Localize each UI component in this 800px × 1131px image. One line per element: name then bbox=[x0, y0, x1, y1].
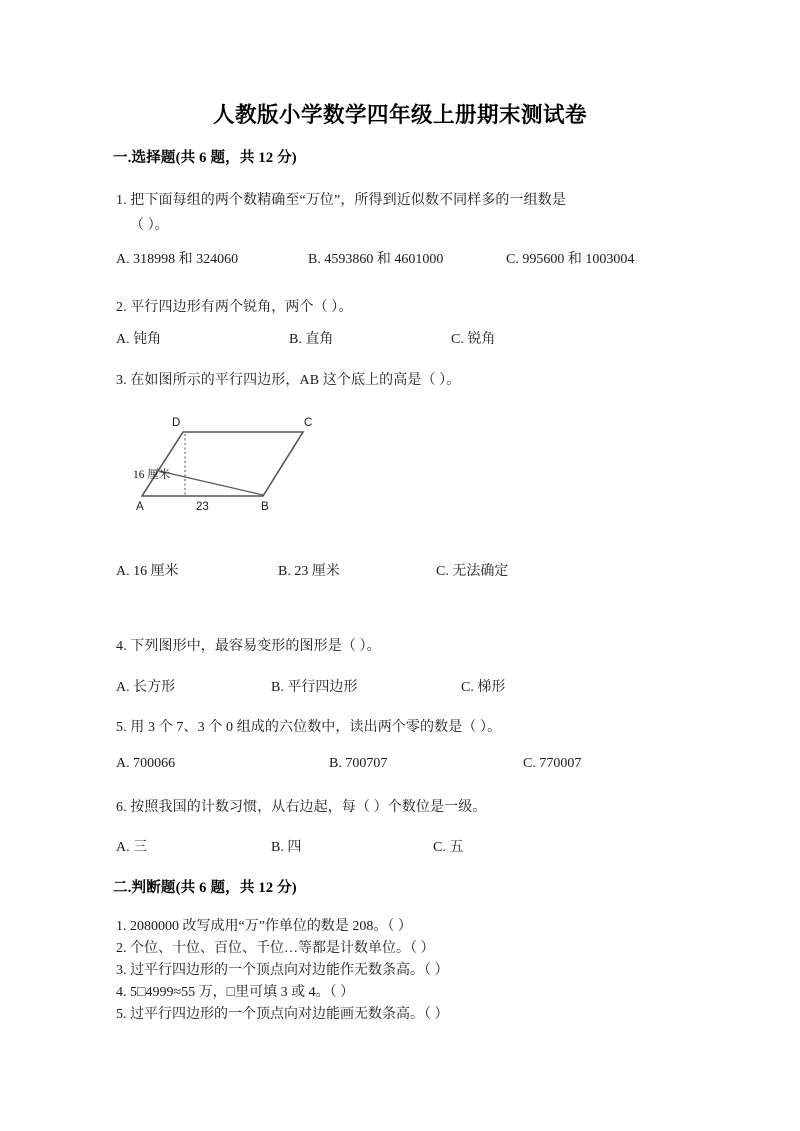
question-1-option-c[interactable]: C. 995600 和 1003004 bbox=[506, 252, 635, 267]
vertex-label-b: B bbox=[261, 501, 269, 513]
vertex-label-d: D bbox=[172, 417, 181, 429]
question-2-option-c[interactable]: C. 锐角 bbox=[451, 332, 496, 347]
question-1-option-b[interactable]: B. 4593860 和 4601000 bbox=[308, 252, 444, 267]
question-6-option-a[interactable]: A. 三 bbox=[116, 840, 148, 855]
diagonal-segment bbox=[159, 471, 263, 495]
question-6-option-c[interactable]: C. 五 bbox=[433, 840, 464, 855]
question-4-option-a[interactable]: A. 长方形 bbox=[116, 680, 176, 695]
question-2-option-a[interactable]: A. 钝角 bbox=[116, 332, 162, 347]
truefalse-item-3[interactable]: 3. 过平行四边形的一个顶点向对边能作无数条高。（ ） bbox=[116, 963, 449, 978]
question-5-stem bbox=[116, 715, 706, 740]
parallelogram-outline bbox=[142, 432, 303, 496]
question-3-option-a[interactable]: A. 16 厘米 bbox=[116, 564, 179, 579]
question-6-option-b[interactable]: B. 四 bbox=[271, 840, 302, 855]
question-5-stem-line1: 5. 用 3 个 7、3 个 0 组成的六位数中，读出两个零的数是（ ）。 bbox=[116, 720, 502, 735]
vertex-label-c: C bbox=[304, 417, 313, 429]
question-1-stem-line1: 1. 把下面每组的两个数精确至“万位”，所得到近似数不同样多的一组数是 bbox=[116, 193, 566, 208]
question-2-option-b[interactable]: B. 直角 bbox=[289, 332, 334, 347]
question-6-stem-line1: 6. 按照我国的计数习惯，从右边起，每（ ）个数位是一级。 bbox=[116, 800, 487, 815]
truefalse-item-5[interactable]: 5. 过平行四边形的一个顶点向对边能画无数条高。（ ） bbox=[116, 1007, 449, 1022]
truefalse-item-4[interactable]: 4. 5□4999≈55 万，□里可填 3 或 4。（ ） bbox=[116, 985, 355, 1000]
question-4-option-b[interactable]: B. 平行四边形 bbox=[271, 680, 358, 695]
question-4-stem-line1: 4. 下列图形中，最容易变形的图形是（ ）。 bbox=[116, 639, 381, 654]
question-3-stem bbox=[116, 368, 706, 393]
question-4-option-c[interactable]: C. 梯形 bbox=[461, 680, 506, 695]
page-title: 人教版小学数学四年级上册期末测试卷 bbox=[212, 103, 587, 127]
side-length-label: 16 厘米 bbox=[133, 469, 171, 481]
truefalse-item-2[interactable]: 2. 个位、十位、百位、千位…等都是计数单位。（ ） bbox=[116, 941, 435, 956]
truefalse-item-1[interactable]: 1. 2080000 改写成用“万”作单位的数是 208。（ ） bbox=[116, 919, 412, 934]
parallelogram-figure bbox=[118, 408, 348, 528]
section-heading-choice: 一.选择题(共 6 题，共 12 分) bbox=[113, 150, 297, 166]
question-1-stem-line2: （ ）。 bbox=[130, 218, 169, 233]
question-2-stem-line1: 2. 平行四边形有两个锐角，两个（ ）。 bbox=[116, 300, 353, 315]
question-5-option-b[interactable]: B. 700707 bbox=[329, 756, 388, 771]
question-2-stem bbox=[116, 295, 706, 320]
question-5-option-c[interactable]: C. 770007 bbox=[523, 756, 582, 771]
question-5-option-a[interactable]: A. 700066 bbox=[116, 756, 176, 771]
question-6-stem bbox=[116, 795, 706, 820]
question-4-stem bbox=[116, 634, 706, 659]
question-3-stem-line1: 3. 在如图所示的平行四边形，AB 这个底上的高是（ ）。 bbox=[116, 373, 461, 388]
question-1-stem bbox=[116, 188, 706, 238]
section-heading-truefalse: 二.判断题(共 6 题，共 12 分) bbox=[113, 880, 297, 896]
vertex-label-a: A bbox=[136, 501, 144, 513]
question-3-option-c[interactable]: C. 无法确定 bbox=[436, 564, 509, 579]
question-3-option-b[interactable]: B. 23 厘米 bbox=[278, 564, 340, 579]
base-length-label: 23 bbox=[196, 501, 209, 513]
question-1-option-a[interactable]: A. 318998 和 324060 bbox=[116, 252, 239, 267]
